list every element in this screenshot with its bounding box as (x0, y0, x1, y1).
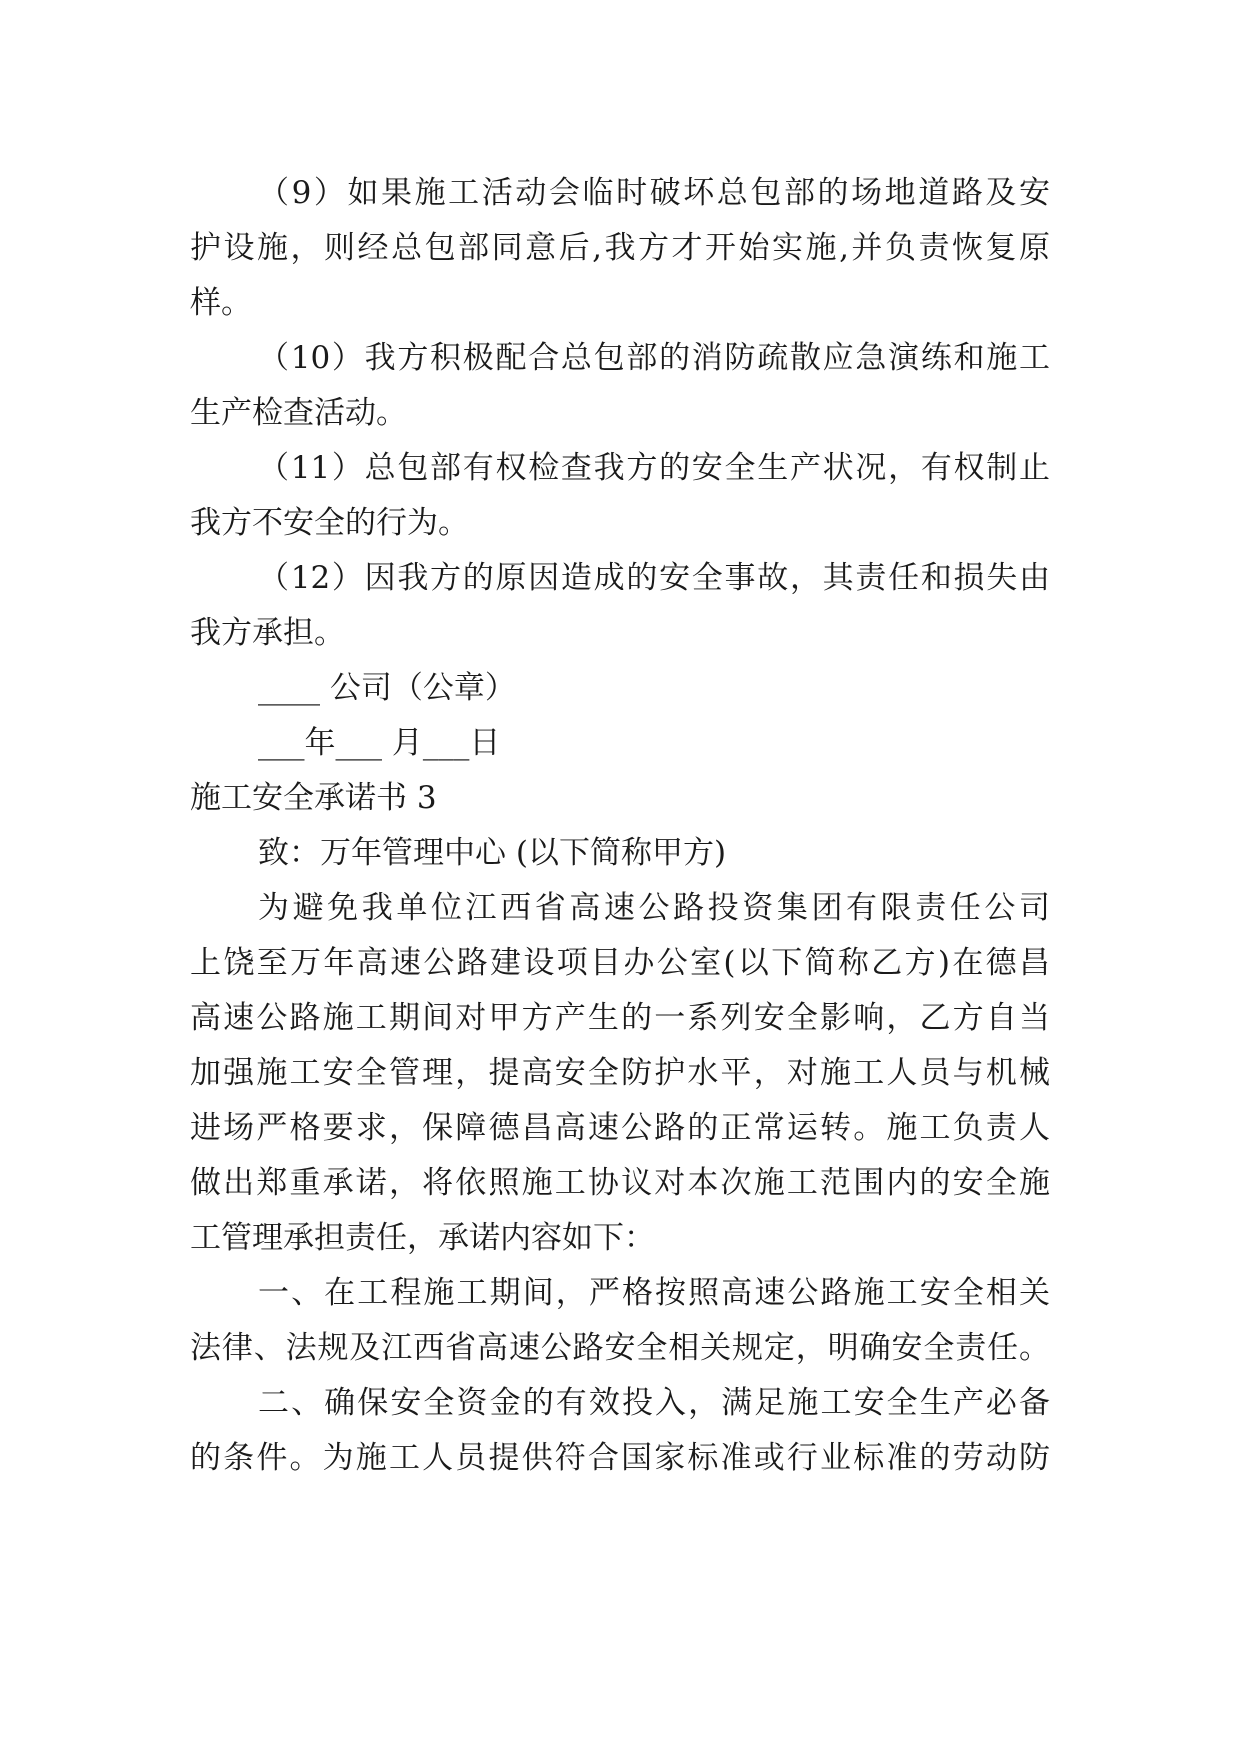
intro-line-4: 加强施工安全管理，提高安全防护水平，对施工人员与机械 (190, 1055, 1050, 1091)
intro-line-7: 工管理承担责任，承诺内容如下： (190, 1220, 655, 1256)
paragraph-10-line-1: （10）我方积极配合总包部的消防疏散应急演练和施工 (258, 340, 1050, 376)
date-line: ___年___ 月___日 (258, 725, 501, 761)
intro-line-3: 高速公路施工期间对甲方产生的一系列安全影响，乙方自当 (190, 1000, 1050, 1036)
intro-line-2: 上饶至万年高速公路建设项目办公室(以下简称乙方)在德昌 (190, 945, 1050, 981)
item-1-line-2: 法律、法规及江西省高速公路安全相关规定，明确安全责任。 (190, 1330, 1050, 1366)
item-1-line-1: 一、在工程施工期间，严格按照高速公路施工安全相关 (258, 1275, 1050, 1311)
paragraph-12-line-2: 我方承担。 (190, 615, 345, 651)
paragraph-9-line-1: （9）如果施工活动会临时破坏总包部的场地道路及安 (258, 175, 1050, 211)
paragraph-12-line-1: （12）因我方的原因造成的安全事故，其责任和损失由 (258, 560, 1050, 596)
intro-line-6: 做出郑重承诺，将依照施工协议对本次施工范围内的安全施 (190, 1165, 1050, 1201)
company-seal-line: ____ 公司（公章） (258, 670, 516, 706)
addressee-line: 致：万年管理中心 (以下简称甲方) (258, 835, 727, 871)
intro-line-5: 进场严格要求，保障德昌高速公路的正常运转。施工负责人 (190, 1110, 1050, 1146)
item-2-line-2: 的条件。为施工人员提供符合国家标准或行业标准的劳动防 (190, 1440, 1050, 1476)
paragraph-10-line-2: 生产检查活动。 (190, 395, 407, 431)
paragraph-11-line-2: 我方不安全的行为。 (190, 505, 469, 541)
paragraph-9-line-3: 样。 (190, 285, 252, 321)
paragraph-9-line-2: 护设施，则经总包部同意后,我方才开始实施,并负责恢复原 (190, 230, 1050, 266)
intro-line-1: 为避免我单位江西省高速公路投资集团有限责任公司 (258, 890, 1050, 926)
item-2-line-1: 二、确保安全资金的有效投入，满足施工安全生产必备 (258, 1385, 1050, 1421)
paragraph-11-line-1: （11）总包部有权检查我方的安全生产状况，有权制止 (258, 450, 1050, 486)
section-title: 施工安全承诺书 3 (190, 780, 437, 816)
